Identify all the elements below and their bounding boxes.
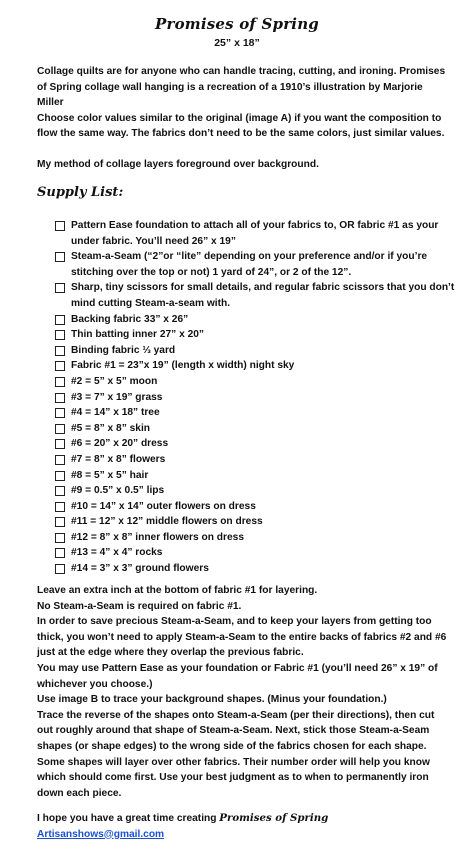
closing-text: I hope you have a great time creating xyxy=(37,813,220,824)
supply-item xyxy=(55,468,455,484)
supply-item xyxy=(55,561,455,577)
supply-item-label: Steam-a-Seam (“2”or “lite” depending on your preference and/or if you’re stitching over the top or not) 1 yard of 24”, or 2 of the 12”. xyxy=(71,251,428,278)
checkbox[interactable] xyxy=(55,424,65,434)
supply-item xyxy=(55,436,455,452)
supply-checklist xyxy=(55,218,455,577)
checkbox[interactable] xyxy=(55,439,65,449)
supply-item-label: Fabric #1 = 23”x 19” (length x width) night sky xyxy=(71,360,295,372)
supply-item xyxy=(55,343,455,359)
checkbox[interactable] xyxy=(55,393,65,403)
note-paragraph: No Steam-a-Seam is required on fabric #1. xyxy=(37,600,242,612)
supply-list-heading: Supply List: xyxy=(37,185,124,200)
supply-item-label: #11 = 12” x 12” middle flowers on dress xyxy=(71,516,263,528)
checkbox[interactable] xyxy=(55,455,65,465)
supply-item-label: #7 = 8” x 8” flowers xyxy=(71,453,166,465)
supply-item xyxy=(55,452,455,468)
checkbox[interactable] xyxy=(55,283,65,293)
instruction-paragraph: You may use Pattern Ease as your foundation or Fabric #1 (you’ll need 26” x 19” of whichever you choose.) xyxy=(37,663,438,690)
checkbox[interactable] xyxy=(55,315,65,325)
checkbox[interactable] xyxy=(55,377,65,387)
supply-item-label: Backing fabric 33” x 26” xyxy=(71,313,189,325)
checkbox[interactable] xyxy=(55,533,65,543)
supply-item-label: #5 = 8” x 8” skin xyxy=(71,422,151,434)
checkbox[interactable] xyxy=(55,564,65,574)
supply-item xyxy=(55,530,455,546)
instructions-section xyxy=(37,661,447,801)
intro-paragraph: Collage quilts are for anyone who can handle tracing, cutting, and ironing. Promises of Spring collage wall hanging is a recreation of a 1910’s illustration by Marjorie Miller xyxy=(37,66,446,109)
intro-section xyxy=(37,64,447,142)
supply-item xyxy=(55,312,455,328)
supply-item xyxy=(55,374,455,390)
supply-item-label: Sharp, tiny scissors for small details, and regular fabric scissors that you don’t mind cutting Steam-a-seam with. xyxy=(71,282,455,309)
supply-item xyxy=(55,514,455,530)
quilt-size: 25” x 18” xyxy=(214,37,260,49)
supply-item xyxy=(55,421,455,437)
checkbox[interactable] xyxy=(55,486,65,496)
supply-item xyxy=(55,327,455,343)
checkbox[interactable] xyxy=(55,361,65,371)
checkbox[interactable] xyxy=(55,221,65,231)
supply-item xyxy=(55,483,455,499)
checkbox[interactable] xyxy=(55,548,65,558)
supply-item-label: #12 = 8” x 8” inner flowers on dress xyxy=(71,531,244,543)
checkbox[interactable] xyxy=(55,252,65,262)
supply-item xyxy=(55,545,455,561)
checkbox[interactable] xyxy=(55,471,65,481)
supply-item-label: #10 = 14” x 14” outer flowers on dress xyxy=(71,500,256,512)
closing-title: Promises of Spring xyxy=(219,812,329,824)
supply-item-label: #9 = 0.5” x 0.5” lips xyxy=(71,485,165,497)
supply-item-label: Binding fabric ⅓ yard xyxy=(71,344,176,356)
supply-item-label: Pattern Ease foundation to attach all of your fabrics to, OR fabric #1 as your under fabric. You’ll need 26” x 19” xyxy=(71,220,439,247)
supply-item xyxy=(55,249,455,280)
instruction-paragraph: Some shapes will layer over other fabrics. Their number order will help you know which should come first. Use your best judgment as to when to permanently iron down each piece. xyxy=(37,756,430,799)
supply-item-label: #2 = 5” x 5” moon xyxy=(71,375,158,387)
supply-item-label: #3 = 7” x 19” grass xyxy=(71,391,163,403)
document-title: Promises of Spring xyxy=(154,15,319,33)
note-paragraph: Leave an extra inch at the bottom of fabric #1 for layering. xyxy=(37,585,318,596)
checkbox[interactable] xyxy=(55,517,65,527)
supply-item xyxy=(55,405,455,421)
checkbox[interactable] xyxy=(55,330,65,340)
checkbox[interactable] xyxy=(55,502,65,512)
checkbox[interactable] xyxy=(55,408,65,418)
note-paragraph: In order to save precious Steam-a-Seam, and to keep your layers from getting too thick, you won’t need to apply Steam-a-Seam to the entire backs of fabrics #2 and #6 just at the edge where they overlap the previous fabric. xyxy=(37,616,447,659)
supply-item xyxy=(55,280,455,311)
closing-line xyxy=(37,811,447,827)
intro-paragraph: Choose color values similar to the original (image A) if you want the composition to flow the same way. The fabrics don’t need to be the same colors, just similar values. xyxy=(37,112,445,140)
supply-item-label: Thin batting inner 27” x 20” xyxy=(71,329,205,341)
supply-item xyxy=(55,499,455,515)
supply-item xyxy=(55,218,455,249)
supply-item xyxy=(55,390,455,406)
supply-item-label: #6 = 20” x 20” dress xyxy=(71,438,169,450)
instruction-paragraph: Trace the reverse of the shapes onto Steam-a-Seam (per their directions), then cut out roughly around that shape of Steam-a-Seam. Next, stick those Steam-a-Seam shapes (or shape edges) to the wrong side of the fabrics chosen for each shape. xyxy=(37,709,435,752)
supply-item-label: #4 = 14” x 18” tree xyxy=(71,407,160,419)
supply-item-label: #13 = 4” x 4” rocks xyxy=(71,547,163,559)
supply-item xyxy=(55,358,455,374)
closing-section xyxy=(37,811,447,842)
supply-item-label: #8 = 5” x 5” hair xyxy=(71,469,149,481)
supply-item-label: #14 = 3” x 3” ground flowers xyxy=(71,563,209,575)
email-link[interactable]: Artisanshows@gmail.com xyxy=(37,828,165,840)
layering-notes xyxy=(37,583,447,661)
instruction-paragraph: Use image B to trace your background shapes. (Minus your foundation.) xyxy=(37,694,387,706)
checkbox[interactable] xyxy=(55,346,65,356)
method-statement: My method of collage layers foreground over background. xyxy=(37,159,319,170)
